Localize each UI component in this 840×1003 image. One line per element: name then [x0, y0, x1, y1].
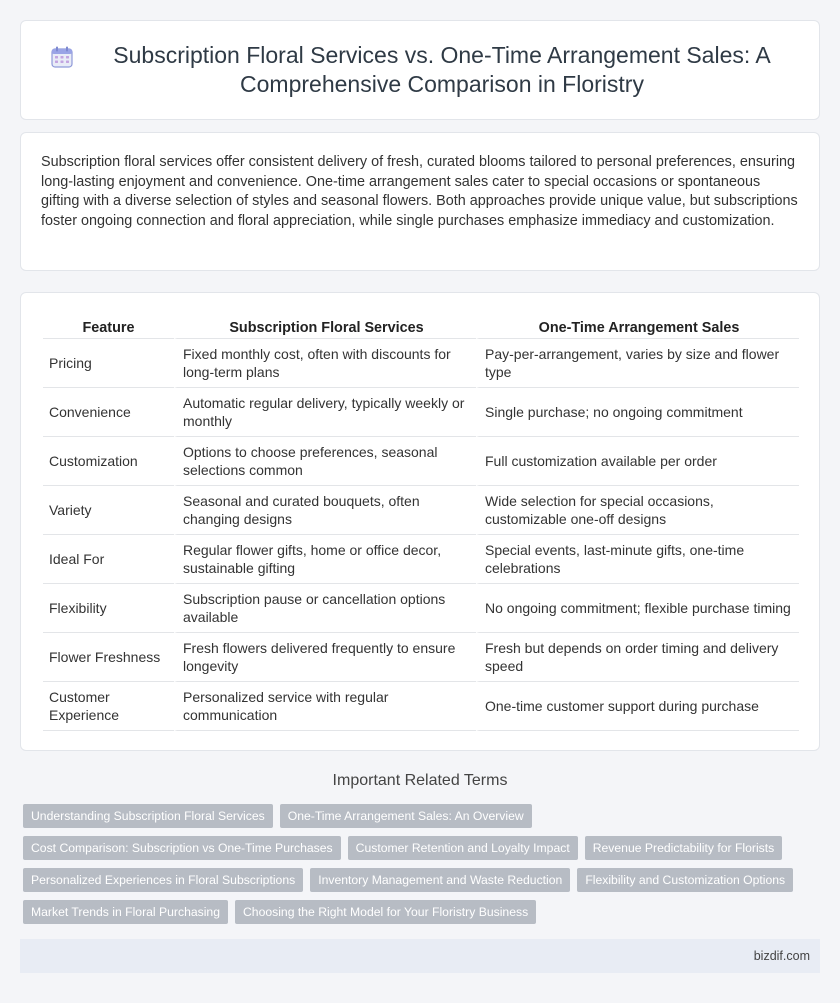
related-term-tag[interactable]: Personalized Experiences in Floral Subscriptions — [23, 868, 303, 892]
one-time-cell: Single purchase; no ongoing commitment — [476, 388, 799, 437]
calendar-icon — [50, 45, 74, 69]
one-time-cell: No ongoing commitment; flexible purchase timing — [476, 584, 799, 633]
subscription-cell: Regular flower gifts, home or office decor, sustainable gifting — [174, 535, 476, 584]
related-terms-list — [20, 804, 820, 932]
comparison-table — [43, 313, 799, 731]
subscription-cell: Personalized service with regular communication — [174, 682, 476, 731]
related-term-tag[interactable]: Flexibility and Customization Options — [577, 868, 793, 892]
footer — [20, 939, 820, 973]
one-time-cell: Special events, last-minute gifts, one-time celebrations — [476, 535, 799, 584]
subscription-cell: Automatic regular delivery, typically weekly or monthly — [174, 388, 476, 437]
table-row — [43, 388, 799, 437]
intro-paragraph: Subscription floral services offer consistent delivery of fresh, curated blooms tailored to personal preferences, ensuring long-lasting enjoyment and convenience. One-time arrangement sales cater to special occasions or spontaneous gifting with a diverse selection of styles and seasonal flowers. Both approaches provide unique value, but subscriptions foster ongoing connection and floral appreciation, while single purchases emphasize immediacy and customization. — [41, 154, 798, 229]
column-header-subscription: Subscription Floral Services — [174, 313, 476, 339]
subscription-cell: Seasonal and curated bouquets, often changing designs — [174, 486, 476, 535]
page-title: Subscription Floral Services vs. One-Time Arrangement Sales: A Comprehensive Comparison in Floristry — [113, 42, 771, 97]
related-term-tag[interactable]: Customer Retention and Loyalty Impact — [348, 836, 578, 860]
comparison-table-card — [20, 292, 820, 751]
column-header-feature: Feature — [43, 313, 174, 339]
feature-cell: Customization — [43, 437, 174, 486]
one-time-cell: Fresh but depends on order timing and delivery speed — [476, 633, 799, 682]
subscription-cell: Fresh flowers delivered frequently to ensure longevity — [174, 633, 476, 682]
table-row — [43, 584, 799, 633]
subscription-cell: Options to choose preferences, seasonal selections common — [174, 437, 476, 486]
related-term-tag[interactable]: Market Trends in Floral Purchasing — [23, 900, 228, 924]
table-row — [43, 339, 799, 388]
related-term-tag[interactable]: Revenue Predictability for Florists — [585, 836, 783, 860]
table-row — [43, 437, 799, 486]
feature-cell: Flower Freshness — [43, 633, 174, 682]
title-card — [20, 20, 820, 120]
related-term-tag[interactable]: Cost Comparison: Subscription vs One-Time Purchases — [23, 836, 341, 860]
one-time-cell: Full customization available per order — [476, 437, 799, 486]
footer-site-name: bizdif.com — [753, 949, 810, 963]
one-time-cell: Wide selection for special occasions, customizable one-off designs — [476, 486, 799, 535]
table-header-row — [43, 313, 799, 339]
related-term-tag[interactable]: Choosing the Right Model for Your Floristry Business — [235, 900, 536, 924]
intro-card — [20, 132, 820, 271]
feature-cell: Convenience — [43, 388, 174, 437]
table-row — [43, 486, 799, 535]
subscription-cell: Fixed monthly cost, often with discounts for long-term plans — [174, 339, 476, 388]
feature-cell: Customer Experience — [43, 682, 174, 731]
table-row — [43, 633, 799, 682]
related-term-tag[interactable]: Inventory Management and Waste Reduction — [310, 868, 570, 892]
related-term-tag[interactable]: One-Time Arrangement Sales: An Overview — [280, 804, 532, 828]
feature-cell: Flexibility — [43, 584, 174, 633]
table-row — [43, 535, 799, 584]
related-term-tag[interactable]: Understanding Subscription Floral Services — [23, 804, 273, 828]
feature-cell: Pricing — [43, 339, 174, 388]
table-row — [43, 682, 799, 731]
subscription-cell: Subscription pause or cancellation options available — [174, 584, 476, 633]
feature-cell: Ideal For — [43, 535, 174, 584]
feature-cell: Variety — [43, 486, 174, 535]
column-header-one-time: One-Time Arrangement Sales — [476, 313, 799, 339]
related-terms-heading: Important Related Terms — [332, 772, 508, 789]
one-time-cell: Pay-per-arrangement, varies by size and flower type — [476, 339, 799, 388]
related-terms-section — [20, 772, 820, 932]
one-time-cell: One-time customer support during purchase — [476, 682, 799, 731]
